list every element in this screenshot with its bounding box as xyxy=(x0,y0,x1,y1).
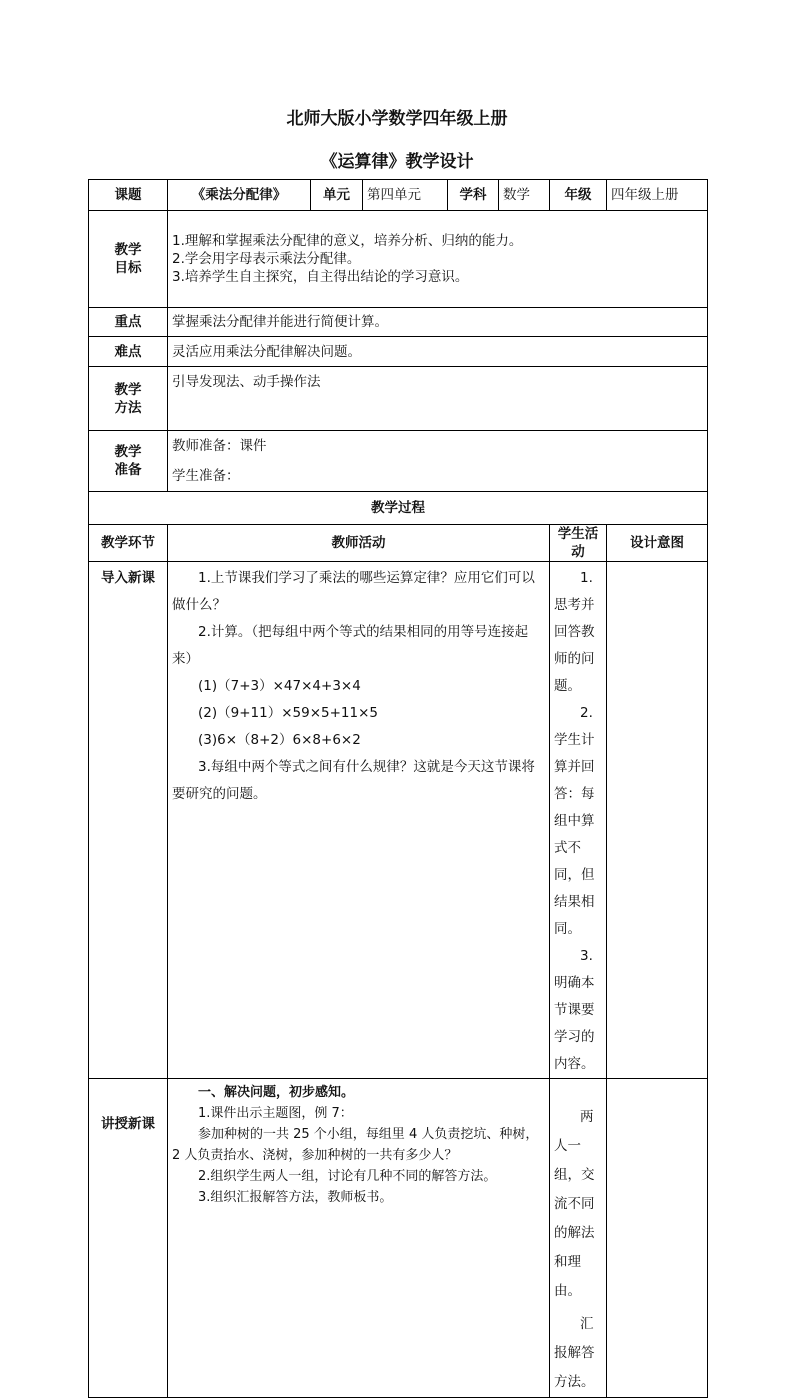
info-row xyxy=(89,180,708,211)
student-activity-line: 3.明确本节课要学习的内容。 xyxy=(554,948,595,1072)
subject-value: 数学 xyxy=(499,180,550,211)
student-activity-line: 汇报解答方法。 xyxy=(554,1316,595,1390)
difficulty-row xyxy=(89,337,708,367)
key-point-text: 掌握乘法分配律并能进行简便计算。 xyxy=(168,308,708,337)
process-row xyxy=(89,562,708,1079)
stage-cell: 讲授新课 xyxy=(89,1079,168,1398)
teacher-activity-line: 2.计算。（把每组中两个等式的结果相同的用等号连接起来） xyxy=(172,624,529,667)
student-activity-line: 1.思考并回答教师的问题。 xyxy=(554,570,595,694)
student-activity-cell xyxy=(550,1079,607,1398)
design-intent-cell xyxy=(607,562,708,1079)
teacher-activity-cell xyxy=(168,1079,550,1398)
preparation-row xyxy=(89,431,708,492)
objectives-row xyxy=(89,211,708,308)
method-row xyxy=(89,367,708,431)
grade-value: 四年级上册 xyxy=(607,180,708,211)
teacher-activity-cell xyxy=(168,562,550,1079)
objective-item: 1.理解和掌握乘法分配律的意义，培养分析、归纳的能力。 xyxy=(172,233,523,249)
difficulty-label: 难点 xyxy=(89,337,168,367)
col-teacher-header: 教师活动 xyxy=(168,525,550,562)
process-heading: 教学过程 xyxy=(89,492,708,525)
key-point-label: 重点 xyxy=(89,308,168,337)
unit-value: 第四单元 xyxy=(363,180,448,211)
objective-item: 3.培养学生自主探究，自主得出结论的学习意识。 xyxy=(172,269,469,285)
formula-line: (2)（9+11）×59×5+11×5 xyxy=(198,705,378,721)
teacher-activity-line: 3.每组中两个等式之间有什么规律？这就是今天这节课将要研究的问题。 xyxy=(172,759,535,802)
process-heading-row xyxy=(89,492,708,525)
col-student-header: 学生活动 xyxy=(550,525,607,562)
objectives-label: 教学 目标 xyxy=(89,211,168,308)
document-title: 北师大版小学数学四年级上册 xyxy=(286,109,508,129)
teacher-activity-line: 一、解决问题，初步感知。 xyxy=(198,1085,355,1100)
teacher-activity-line: 参加种树的一共 25 个小组，每组里 4 人负责挖坑、种树，2 人负责抬水、浇树，参加种树的一共有多少人？ xyxy=(172,1127,539,1163)
grade-label: 年级 xyxy=(550,180,607,211)
student-activity-line: 2.学生计算并回答：每组中算式不同，但结果相同。 xyxy=(554,705,595,937)
col-intent-header: 设计意图 xyxy=(607,525,708,562)
lesson-plan-table xyxy=(88,179,708,1398)
formula-line: (3)6×（8+2）6×8+6×2 xyxy=(198,732,361,748)
student-preparation: 学生准备： xyxy=(172,468,240,484)
topic-label: 课题 xyxy=(89,180,168,211)
subject-label: 学科 xyxy=(448,180,499,211)
process-row xyxy=(89,1079,708,1398)
method-label: 教学 方法 xyxy=(89,367,168,431)
teacher-activity-line: 1.课件出示主题图，例 7： xyxy=(198,1106,353,1121)
objectives-list xyxy=(168,211,708,308)
teacher-activity-line: 1.上节课我们学习了乘法的哪些运算定律？应用它们可以做什么？ xyxy=(172,570,535,613)
process-columns-row xyxy=(89,525,708,562)
teacher-activity-line: 2.组织学生两人一组，讨论有几种不同的解答方法。 xyxy=(198,1169,497,1184)
topic-value: 《乘法分配律》 xyxy=(168,180,311,211)
col-stage-header: 教学环节 xyxy=(89,525,168,562)
student-activity-line: 两人一组，交流不同的解法和理由。 xyxy=(554,1109,595,1299)
student-activity-cell xyxy=(550,562,607,1079)
document-subtitle: 《运算律》教学设计 xyxy=(320,152,474,172)
difficulty-text: 灵活应用乘法分配律解决问题。 xyxy=(168,337,708,367)
preparation-label: 教学 准备 xyxy=(89,431,168,492)
preparation-text xyxy=(168,431,708,492)
design-intent-cell xyxy=(607,1079,708,1398)
formula-line: (1)（7+3）×47×4+3×4 xyxy=(198,678,361,694)
stage-cell: 导入新课 xyxy=(89,562,168,1079)
unit-label: 单元 xyxy=(311,180,363,211)
key-point-row xyxy=(89,308,708,337)
method-text: 引导发现法、动手操作法 xyxy=(168,367,708,431)
objective-item: 2.学会用字母表示乘法分配律。 xyxy=(172,251,361,267)
teacher-activity-line: 3.组织汇报解答方法，教师板书。 xyxy=(198,1190,393,1205)
teacher-preparation: 教师准备：课件 xyxy=(172,438,267,454)
